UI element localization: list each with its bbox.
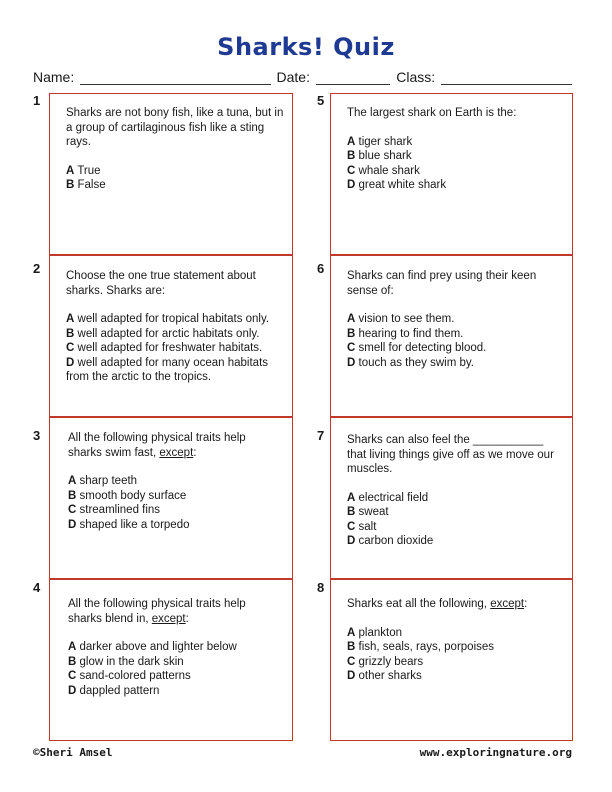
answer-option[interactable]: A True — [66, 164, 101, 177]
answer-option[interactable]: C whale shark — [347, 164, 420, 177]
student-info-fields — [33, 69, 578, 85]
answer-option[interactable]: A well adapted for tropical habitats only. — [66, 313, 270, 325]
question-number: 1 — [33, 93, 41, 108]
question-text: Sharks are not bony fish, like a tuna, but in a group of cartilaginous fish like a sting rays. — [66, 107, 284, 148]
question-number: 6 — [317, 261, 325, 276]
answer-option[interactable]: D great white shark — [347, 179, 447, 191]
website-link[interactable]: www.exploringnature.org — [419, 746, 572, 759]
answer-option[interactable]: B blue shark — [347, 150, 412, 162]
answer-option[interactable]: D shaped like a torpedo — [68, 518, 190, 531]
question-5 — [347, 106, 567, 193]
question-text: All the following physical traits help sharks blend in, except: — [68, 598, 246, 625]
date-field[interactable] — [316, 70, 390, 85]
question-text: The largest shark on Earth is the: — [347, 107, 517, 119]
answer-option[interactable]: D dappled pattern — [68, 684, 160, 697]
question-4 — [68, 597, 278, 698]
question-7 — [347, 433, 562, 549]
answer-option[interactable]: B glow in the dark skin — [68, 655, 184, 668]
question-text: Sharks can find prey using their keen sense of: — [347, 270, 537, 297]
question-number: 7 — [317, 428, 325, 443]
answer-option[interactable]: B hearing to find them. — [347, 327, 464, 340]
question-8 — [347, 597, 567, 684]
answer-option[interactable]: B fish, seals, rays, porpoises — [347, 641, 495, 653]
answer-option[interactable]: C salt — [347, 520, 377, 533]
question-number: 5 — [317, 93, 325, 108]
class-field[interactable] — [441, 70, 572, 85]
question-text: Sharks eat all the following, except: — [347, 598, 528, 610]
answer-option[interactable]: A tiger shark — [347, 135, 413, 148]
answer-option[interactable]: A vision to see them. — [347, 313, 455, 325]
answer-option[interactable]: B smooth body surface — [68, 489, 187, 502]
question-text: Choose the one true statement about sharks. Sharks are: — [66, 270, 256, 297]
answer-option[interactable]: C streamlined fins — [68, 504, 161, 516]
question-number: 3 — [33, 428, 41, 443]
answer-option[interactable]: A plankton — [347, 626, 402, 639]
answer-option[interactable]: A sharp teeth — [68, 475, 138, 487]
answer-option[interactable]: D touch as they swim by. — [347, 356, 474, 369]
answer-option[interactable]: A darker above and lighter below — [68, 641, 237, 653]
name-field[interactable] — [80, 70, 270, 85]
question-2 — [66, 269, 288, 385]
question-3 — [68, 431, 278, 532]
question-number: 2 — [33, 261, 41, 276]
answer-option[interactable]: D carbon dioxide — [347, 535, 434, 547]
answer-option[interactable]: B sweat — [347, 506, 389, 518]
page-title: Sharks! Quiz — [217, 33, 395, 61]
answer-option[interactable]: C sand-colored patterns — [68, 670, 191, 682]
answer-option[interactable]: A electrical field — [347, 491, 429, 504]
question-number: 8 — [317, 580, 325, 595]
name-label: Name: — [33, 69, 75, 85]
date-label: Date: — [276, 69, 310, 85]
answer-option[interactable]: B False — [66, 179, 106, 191]
answer-option[interactable]: B well adapted for arctic habitats only. — [66, 327, 260, 340]
question-text: Sharks can also feel the ___________ that living things give off as we move our muscles. — [347, 434, 554, 475]
answer-option[interactable]: C smell for detecting blood. — [347, 342, 487, 354]
answer-option[interactable]: D well adapted for many ocean habitats from the arctic to the tropics. — [66, 356, 269, 383]
copyright: ©Sheri Amsel — [33, 746, 113, 759]
answer-option[interactable]: D other sharks — [347, 670, 422, 682]
question-text: All the following physical traits help sharks swim fast, except: — [68, 432, 246, 459]
question-number: 4 — [33, 580, 41, 595]
answer-option[interactable]: C grizzly bears — [347, 655, 424, 668]
answer-option[interactable]: C well adapted for freshwater habitats. — [66, 342, 263, 354]
question-1 — [66, 106, 288, 193]
question-6 — [347, 269, 557, 370]
class-label: Class: — [396, 69, 436, 85]
